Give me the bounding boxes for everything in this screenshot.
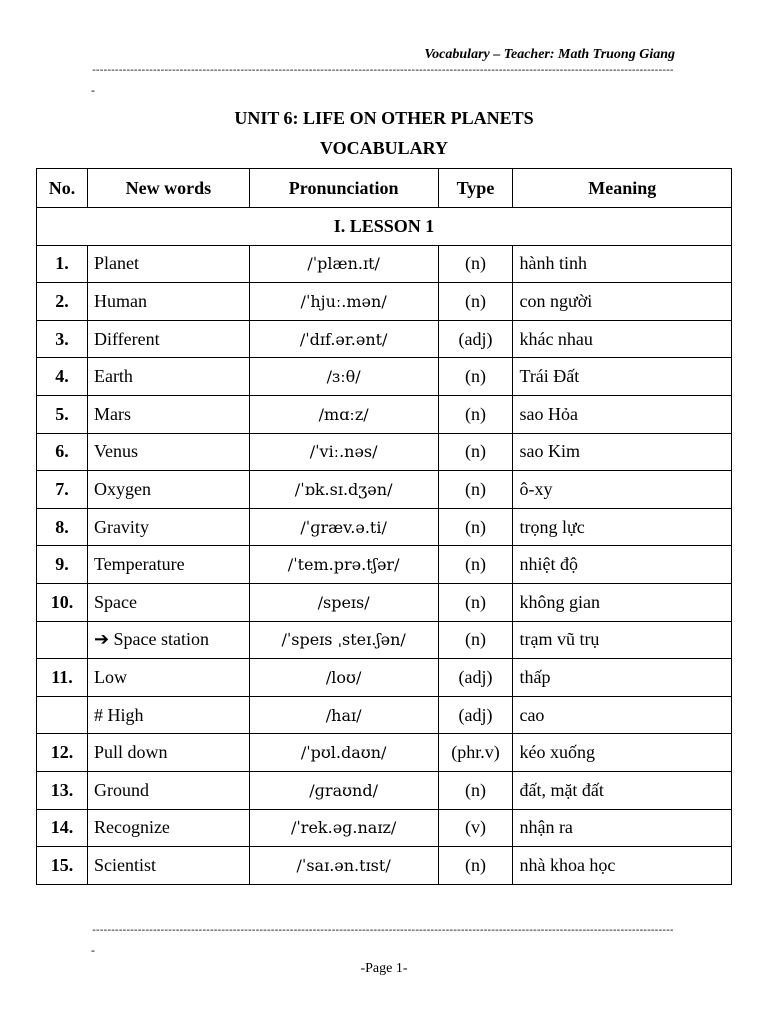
row-meaning: con người [513, 283, 732, 321]
row-number: 12. [37, 734, 88, 772]
table-row [37, 734, 732, 772]
row-pronunciation: /ˈplæn.ɪt/ [249, 245, 438, 283]
row-pronunciation: /ˈviː.nəs/ [249, 433, 438, 471]
row-meaning: cao [513, 696, 732, 734]
row-number: 9. [37, 546, 88, 584]
table-row [37, 433, 732, 471]
row-meaning: trạm vũ trụ [513, 621, 732, 659]
header-type: Type [438, 169, 513, 208]
table-row [37, 696, 732, 734]
row-word: ➔ Space station [87, 621, 249, 659]
unit-title: UNIT 6: LIFE ON OTHER PLANETS [234, 108, 534, 128]
row-type: (n) [438, 433, 513, 471]
row-pronunciation: /ˈhjuː.mən/ [249, 283, 438, 321]
header-meaning: Meaning [513, 169, 732, 208]
row-pronunciation: /loʊ/ [249, 659, 438, 697]
table-row [37, 847, 732, 885]
row-meaning: hành tinh [513, 245, 732, 283]
row-word: Gravity [87, 508, 249, 546]
row-meaning: nhà khoa học [513, 847, 732, 885]
row-number: 2. [37, 283, 88, 321]
row-word: Scientist [87, 847, 249, 885]
row-pronunciation: /ɜːθ/ [249, 358, 438, 396]
row-type: (n) [438, 245, 513, 283]
header-no: No. [37, 169, 88, 208]
row-meaning: ô-xy [513, 471, 732, 509]
row-pronunciation: /ˈɒk.sɪ.dʒən/ [249, 471, 438, 509]
row-type: (adj) [438, 696, 513, 734]
row-type: (n) [438, 847, 513, 885]
row-meaning: thấp [513, 659, 732, 697]
row-number: 10. [37, 583, 88, 621]
row-type: (phr.v) [438, 734, 513, 772]
row-number: 14. [37, 809, 88, 847]
table-row [37, 583, 732, 621]
row-pronunciation: /ˈrek.əɡ.naɪz/ [249, 809, 438, 847]
row-pronunciation: /ˈpʊl.daʊn/ [249, 734, 438, 772]
row-pronunciation: /haɪ/ [249, 696, 438, 734]
row-type: (v) [438, 809, 513, 847]
row-type: (n) [438, 583, 513, 621]
row-type: (n) [438, 771, 513, 809]
row-number: 4. [37, 358, 88, 396]
row-number: 7. [37, 471, 88, 509]
table-row [37, 245, 732, 283]
table-row [37, 546, 732, 584]
table-row [37, 621, 732, 659]
row-type: (n) [438, 471, 513, 509]
row-word: Different [87, 320, 249, 358]
row-pronunciation: /ˈtem.prə.tʃər/ [249, 546, 438, 584]
section-row [37, 208, 732, 246]
row-word: Venus [87, 433, 249, 471]
row-word: Temperature [87, 546, 249, 584]
row-number: 13. [37, 771, 88, 809]
row-word: Oxygen [87, 471, 249, 509]
table-row [37, 471, 732, 509]
row-pronunciation: /ˈspeɪs ˌsteɪ.ʃən/ [249, 621, 438, 659]
row-word: Human [87, 283, 249, 321]
row-pronunciation: /ˈdɪf.ər.ənt/ [249, 320, 438, 358]
row-type: (n) [438, 546, 513, 584]
row-meaning: đất, mặt đất [513, 771, 732, 809]
header-divider-tail: - [91, 83, 95, 97]
row-meaning: kéo xuống [513, 734, 732, 772]
row-pronunciation: /ˈɡræv.ə.ti/ [249, 508, 438, 546]
row-meaning: không gian [513, 583, 732, 621]
vocabulary-table [36, 168, 732, 885]
row-type: (n) [438, 283, 513, 321]
row-meaning: nhận ra [513, 809, 732, 847]
row-number: 3. [37, 320, 88, 358]
row-type: (adj) [438, 320, 513, 358]
header-pronunciation: Pronunciation [249, 169, 438, 208]
row-meaning: sao Hỏa [513, 395, 732, 433]
table-row [37, 771, 732, 809]
row-number: 11. [37, 659, 88, 697]
row-pronunciation: /ˈsaɪ.ən.tɪst/ [249, 847, 438, 885]
row-pronunciation: /ɡraʊnd/ [249, 771, 438, 809]
table-row [37, 659, 732, 697]
row-word: Space [87, 583, 249, 621]
row-number [37, 621, 88, 659]
row-type: (n) [438, 358, 513, 396]
table-row [37, 395, 732, 433]
row-word: Ground [87, 771, 249, 809]
section-title: I. LESSON 1 [37, 208, 732, 246]
row-word: Planet [87, 245, 249, 283]
row-type: (n) [438, 621, 513, 659]
row-number: 6. [37, 433, 88, 471]
row-meaning: trọng lực [513, 508, 732, 546]
table-row [37, 283, 732, 321]
table-row [37, 358, 732, 396]
row-number: 8. [37, 508, 88, 546]
row-type: (n) [438, 395, 513, 433]
row-meaning: Trái Đất [513, 358, 732, 396]
row-word: Pull down [87, 734, 249, 772]
table-row [37, 508, 732, 546]
page-number: -Page 1- [360, 961, 408, 976]
row-type: (n) [438, 508, 513, 546]
table-row [37, 809, 732, 847]
row-word: Low [87, 659, 249, 697]
footer-divider-tail: - [91, 943, 95, 957]
table-row [37, 320, 732, 358]
row-pronunciation: /speɪs/ [249, 583, 438, 621]
row-meaning: sao Kim [513, 433, 732, 471]
document-header: Vocabulary – Teacher: Math Truong Giang [424, 47, 675, 62]
table-header-row [37, 169, 732, 208]
footer-divider [91, 926, 673, 938]
row-number: 15. [37, 847, 88, 885]
row-word: Mars [87, 395, 249, 433]
row-type: (adj) [438, 659, 513, 697]
row-word: # High [87, 696, 249, 734]
row-word: Recognize [87, 809, 249, 847]
row-word: Earth [87, 358, 249, 396]
row-meaning: khác nhau [513, 320, 732, 358]
vocabulary-title: VOCABULARY [319, 138, 448, 158]
header-new-words: New words [87, 169, 249, 208]
row-number [37, 696, 88, 734]
row-pronunciation: /mɑːz/ [249, 395, 438, 433]
row-number: 1. [37, 245, 88, 283]
row-meaning: nhiệt độ [513, 546, 732, 584]
row-number: 5. [37, 395, 88, 433]
header-divider [91, 66, 673, 78]
